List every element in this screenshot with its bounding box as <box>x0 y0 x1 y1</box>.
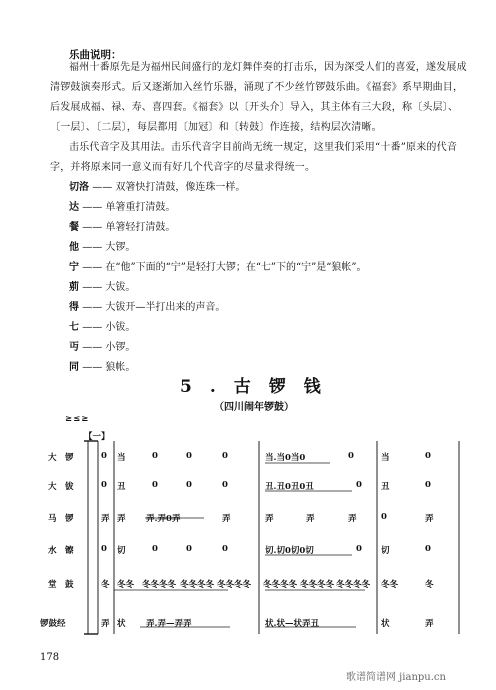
score-cell: 0 <box>101 544 107 554</box>
glossary-def: —— 单箸轻打清鼓。 <box>82 222 176 233</box>
score-cell: 弄 <box>101 619 110 629</box>
score-cell: 弄 <box>101 514 110 524</box>
score-cell: 当.当0当0 <box>265 453 306 463</box>
score-cell: 0 <box>381 512 387 522</box>
row-label: 锣鼓经 <box>40 619 66 629</box>
score-cell: 弄.弄—弄弄 <box>146 619 192 629</box>
score-cell: 0 <box>425 544 431 554</box>
glossary-term: 他 <box>69 242 79 253</box>
score-cell: 弄 <box>348 514 357 524</box>
score-title: 5.古锣钱 <box>180 377 339 397</box>
glossary-def: —— 大锣。 <box>82 242 136 253</box>
score-cell: 冬冬 <box>381 580 399 590</box>
glossary-def: —— 狼帐。 <box>82 362 136 373</box>
glossary-term: 餐 <box>69 222 79 233</box>
score-cell: 状 <box>117 619 126 629</box>
glossary-def: —— 在“他”下面的“宁”是轻打大锣；在“七”下的“宁”是“狼帐”。 <box>82 262 367 273</box>
score-cell: 当 <box>117 453 126 463</box>
glossary-def: —— 小锣。 <box>82 342 136 353</box>
score-cell: 冬冬 <box>117 580 135 590</box>
score-cell: 0 <box>356 480 362 490</box>
glossary-def: —— 双箸快打清鼓，像连珠一样。 <box>92 182 246 193</box>
score-cell: 冬冬冬冬 <box>300 580 335 590</box>
glossary-term: 莂 <box>69 282 79 293</box>
score-cell: 0 <box>101 451 107 461</box>
section-heading: 乐曲说明： <box>69 49 122 61</box>
row-label: 水 镲 <box>48 546 74 556</box>
glossary-term: 得 <box>69 302 79 313</box>
score-cell: 状 <box>381 619 390 629</box>
score-cell: 弄 <box>425 514 434 524</box>
score-cell: 丑.丑0丑0丑 <box>265 482 314 492</box>
score-cell: 0 <box>425 480 431 490</box>
score-cell: 状.状—状弄丑 <box>265 619 319 629</box>
glossary-term: 达 <box>69 202 79 213</box>
score-cell: 弄.弄0弄 <box>146 514 181 524</box>
row-label: 大 钹 <box>48 482 74 492</box>
score-cell: 0 <box>222 480 228 490</box>
score-cell: 丑 <box>381 482 390 492</box>
score-cell: 0 <box>425 451 431 461</box>
score-cell: 冬冬冬冬 <box>336 580 371 590</box>
section-label: 【一】 <box>84 432 110 442</box>
score-cell: 0 <box>356 544 362 554</box>
score-subtitle: （四川闹年锣鼓） <box>214 402 294 413</box>
score-cell: 0 <box>152 451 158 461</box>
score-cell: 0 <box>152 544 158 554</box>
score-cell: 切.切0切0切 <box>265 546 314 556</box>
para-line: 字，并将原来同一意义而有好几个代音字的尽量求得统一。 <box>50 162 316 173</box>
page-number: 178 <box>40 652 60 663</box>
score-cell: 0 <box>348 451 354 461</box>
score-cell: 冬 <box>101 580 110 590</box>
row-label: 堂 鼓 <box>48 580 74 590</box>
watermark: 歌谱简谱网 jianpu.cn <box>346 672 446 683</box>
para-line: 击乐代音字及其用法。击乐代音字目前尚无统一规定，这里我们采用“十番”原来的代音 <box>69 142 458 153</box>
glossary-term: 七 <box>69 322 79 333</box>
score-cell: 0 <box>152 480 158 490</box>
glossary-term: 同 <box>69 362 79 373</box>
glossary-def: —— 大钹。 <box>82 282 136 293</box>
row-label: 马 锣 <box>48 514 74 524</box>
score-cell: 冬冬冬冬 <box>217 580 252 590</box>
score-cell: 0 <box>186 480 192 490</box>
score-cell: 0 <box>222 451 228 461</box>
para-line: 后发展成福、禄、寿、喜四套。《福套》以〔开头介〕导入，其主体有三大段，称〔头层〕、 <box>50 102 459 113</box>
para-line: 〔一层〕、〔二层〕，每层都用〔加冠〕和〔转鼓〕作连接，结构层次清晰。 <box>50 122 382 133</box>
glossary-term: 切洛 <box>69 182 89 193</box>
score-cell: 切 <box>381 546 390 556</box>
glossary-def: —— 大钹开—半打出来的声音。 <box>82 302 226 313</box>
score-cell: 冬冬冬冬 <box>180 580 215 590</box>
para-line: 清锣鼓演奏形式。后又逐渐加入丝竹乐器，涌现了不少丝竹锣鼓乐曲。《福套》系早期曲目， <box>50 82 464 93</box>
score-cell: 弄 <box>265 514 274 524</box>
score-cell: 弄 <box>117 514 126 524</box>
glossary-term: 丏 <box>69 342 79 353</box>
glossary-term: 宁 <box>69 262 79 273</box>
score-cell: 丑 <box>117 482 126 492</box>
score-cell: 冬冬冬冬 <box>142 580 177 590</box>
score-cell: 0 <box>101 480 107 490</box>
score-cell: 0 <box>222 544 228 554</box>
score-cell: 当 <box>381 453 390 463</box>
glossary-def: —— 小钹。 <box>82 322 136 333</box>
score-cell: 弄 <box>306 514 315 524</box>
row-label: 大 锣 <box>48 453 74 463</box>
score-cell: 0 <box>186 451 192 461</box>
para-line: 福州十番原先是为福州民间盛行的龙灯舞伴奏的打击乐，因为深受人们的喜爱，遂发展成 <box>69 62 467 73</box>
score-cell: 冬冬冬冬 <box>263 580 298 590</box>
score-cell: 切 <box>117 546 126 556</box>
score-cell: 弄 <box>222 514 231 524</box>
score-cell: 弄 <box>425 619 434 629</box>
glossary-def: —— 单箸重打清鼓。 <box>82 202 176 213</box>
tempo-mark: ≥≤≥ <box>65 414 90 424</box>
score-cell: 0 <box>186 544 192 554</box>
score-cell: 冬 <box>425 580 434 590</box>
